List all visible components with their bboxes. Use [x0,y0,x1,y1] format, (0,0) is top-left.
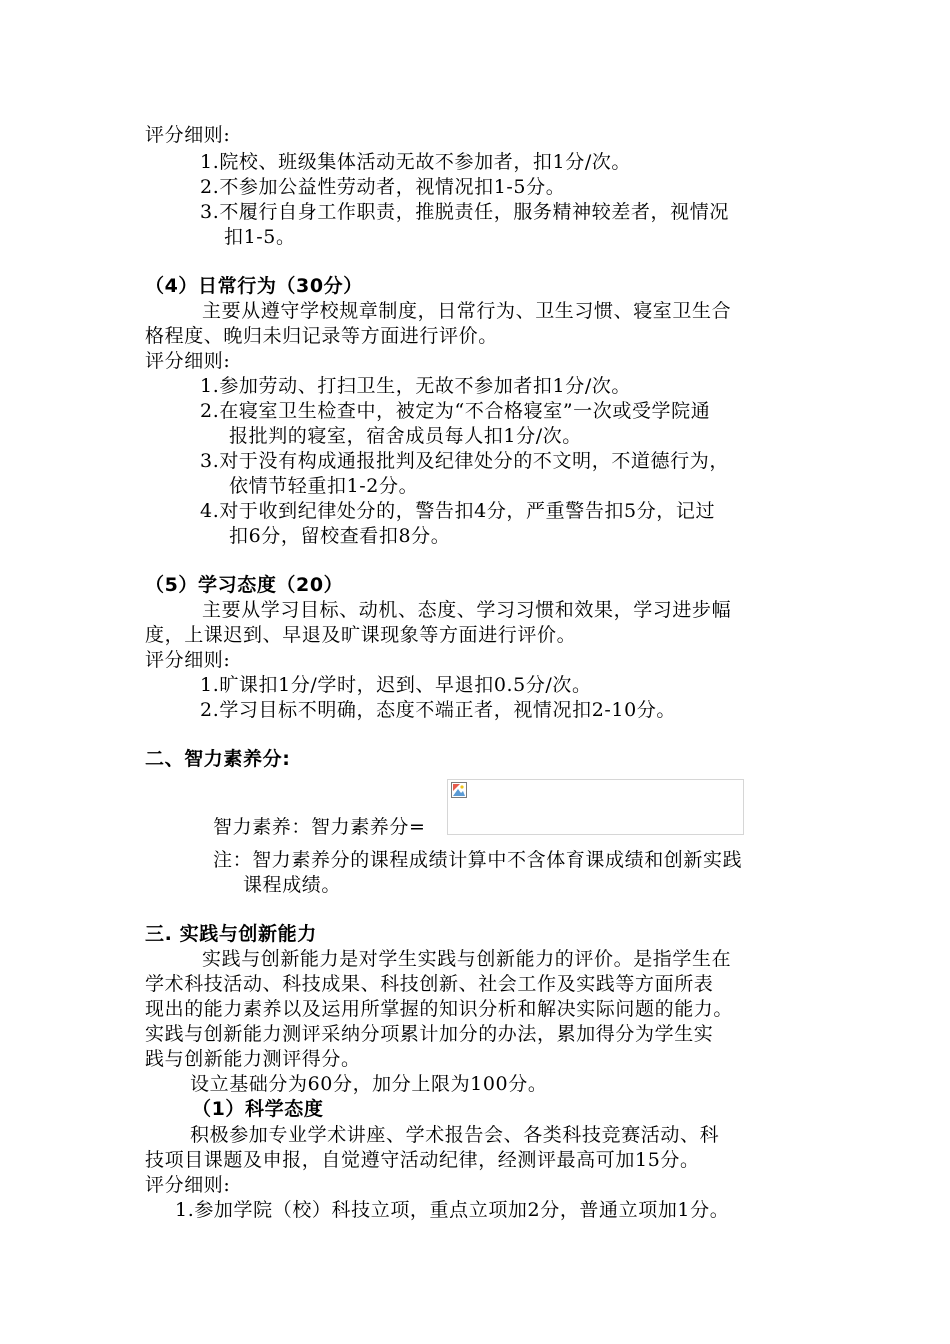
note: 注：智力素养分的课程成绩计算中不含体育课成绩和创新实践 [213,849,743,871]
section-intro: 度，上课迟到、早退及旷课现象等方面进行评价。 [145,624,577,646]
section-heading-intelligence: 二、智力素养分: [145,748,291,770]
rule-item: 1.院校、班级集体活动无故不参加者，扣1分/次。 [200,151,632,173]
rule-item: 2.学习目标不明确，态度不端正者，视情况扣2-10分。 [200,699,677,721]
note-continued: 课程成绩。 [243,874,342,896]
rule-item: 2.在寝室卫生检查中，被定为“不合格寝室”一次或受学院通 [200,400,711,422]
rules-label: 评分细则: [145,1174,231,1196]
rule-item: 1.旷课扣1分/学时，迟到、早退扣0.5分/次。 [200,674,592,696]
rule-item-continued: 扣1-5。 [224,226,296,248]
section-heading-daily-behavior: （4）日常行为（30分） [145,275,363,297]
base-score-line: 设立基础分为60分，加分上限为100分。 [190,1073,548,1095]
rule-item: 3.不履行自身工作职责，推脱责任，服务精神较差者，视情况 [200,201,729,223]
paragraph-line: 实践与创新能力是对学生实践与创新能力的评价。是指学生在 [202,948,732,970]
paragraph-line: 现出的能力素养以及运用所掌握的知识分析和解决实际问题的能力。 [145,998,734,1020]
section-intro: 格程度、晚归未归记录等方面进行评价。 [145,325,498,347]
sub-heading-scientific-attitude: （1）科学态度 [192,1098,324,1120]
rule-item-continued: 报批判的寝室，宿舍成员每人扣1分/次。 [229,425,582,447]
section-intro: 主要从学习目标、动机、态度、学习习惯和效果，学习进步幅 [202,599,732,621]
paragraph-line: 技项目课题及申报，自觉遵守活动纪律，经测评最高可加15分。 [145,1149,700,1171]
rules-label: 评分细则: [145,649,231,671]
paragraph-line: 践与创新能力测评得分。 [145,1048,361,1070]
rule-item: 3.对于没有构成通报批判及纪律处分的不文明，不道德行为， [200,450,729,472]
rule-item-continued: 扣6分，留校查看扣8分。 [229,525,451,547]
paragraph-line: 积极参加专业学术讲座、学术报告会、各类科技竞赛活动、科 [190,1124,720,1146]
rule-item: 2.不参加公益性劳动者，视情况扣1-5分。 [200,176,566,198]
rules-label: 评分细则: [145,350,231,372]
paragraph-line: 学术科技活动、科技成果、科技创新、社会工作及实践等方面所表 [145,973,714,995]
section-heading-practice-innovation: 三. 实践与创新能力 [145,923,317,945]
formula-label: 智力素养：智力素养分= [213,816,426,838]
paragraph-line: 实践与创新能力测评采纳分项累计加分的办法，累加得分为学生实 [145,1023,714,1045]
rule-item: 1.参加学院（校）科技立项，重点立项加2分，普通立项加1分。 [175,1199,730,1221]
rule-item-continued: 依情节轻重扣1-2分。 [229,475,419,497]
broken-image-icon [451,782,467,798]
rules-label: 评分细则: [145,124,231,146]
rule-item: 4.对于收到纪律处分的，警告扣4分，严重警告扣5分，记过 [200,500,716,522]
section-heading-learning-attitude: （5）学习态度（20） [145,574,344,596]
formula-image [447,779,744,835]
rule-item: 1.参加劳动、打扫卫生，无故不参加者扣1分/次。 [200,375,632,397]
section-intro: 主要从遵守学校规章制度，日常行为、卫生习惯、寝室卫生合 [202,300,732,322]
